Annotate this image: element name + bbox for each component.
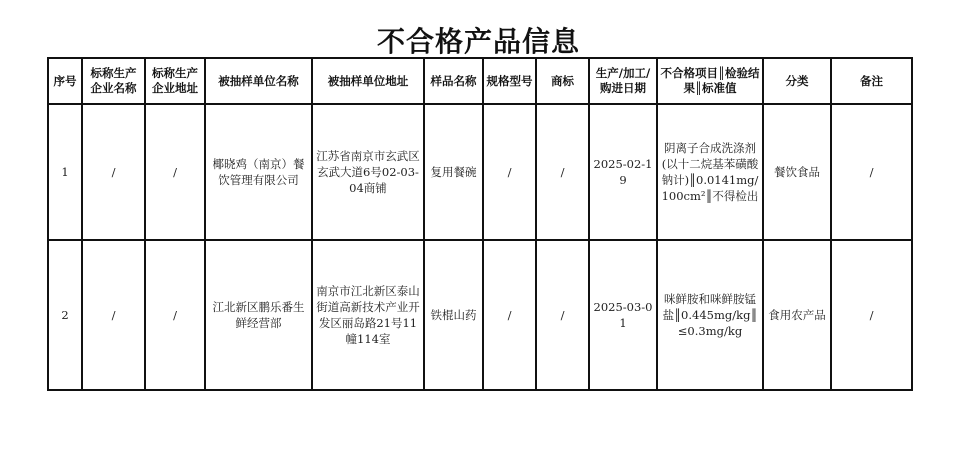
header-specification: 规格型号 [483,58,536,104]
cell-manufacturer-address: / [145,104,205,240]
cell-remarks: / [831,240,912,390]
cell-category: 餐饮食品 [763,104,831,240]
cell-serial-number: 2 [48,240,82,390]
header-manufacturer-address: 标称生产企业地址 [145,58,205,104]
table-row [48,104,912,240]
cell-manufacturer-name: / [82,240,145,390]
page-title: 不合格产品信息 [376,25,580,58]
cell-serial-number: 1 [48,104,82,240]
cell-unqualified-item: 阴离子合成洗涤剂(以十二烷基苯磺酸钠计)║0.0141mg/100cm²║不得检出 [657,104,763,240]
unqualified-products-table [47,57,913,391]
cell-sampled-unit-name: 椰晓鸡（南京）餐饮管理有限公司 [205,104,312,240]
header-sampled-unit-address: 被抽样单位地址 [312,58,424,104]
cell-manufacturer-name: / [82,104,145,240]
cell-category: 食用农产品 [763,240,831,390]
table-header-row [48,58,912,104]
header-unqualified-item: 不合格项目║检验结果║标准值 [657,58,763,104]
cell-specification: / [483,240,536,390]
cell-production-date: 2025-03-01 [589,240,657,390]
cell-sampled-unit-name: 江北新区鹏乐番生鲜经营部 [205,240,312,390]
cell-sample-name: 铁棍山药 [424,240,483,390]
cell-sampled-unit-address: 南京市江北新区泰山街道高新技术产业开发区丽岛路21号11幢114室 [312,240,424,390]
header-remarks: 备注 [831,58,912,104]
header-sampled-unit-name: 被抽样单位名称 [205,58,312,104]
cell-production-date: 2025-02-19 [589,104,657,240]
header-manufacturer-name: 标称生产企业名称 [82,58,145,104]
cell-sampled-unit-address: 江苏省南京市玄武区玄武大道6号02-03-04商铺 [312,104,424,240]
header-trademark: 商标 [536,58,589,104]
cell-specification: / [483,104,536,240]
table-row [48,240,912,390]
header-production-date: 生产/加工/购进日期 [589,58,657,104]
cell-remarks: / [831,104,912,240]
header-category: 分类 [763,58,831,104]
cell-unqualified-item: 咪鲜胺和咪鲜胺锰盐║0.445mg/kg║≤0.3mg/kg [657,240,763,390]
cell-manufacturer-address: / [145,240,205,390]
header-sample-name: 样品名称 [424,58,483,104]
cell-sample-name: 复用餐碗 [424,104,483,240]
header-serial-number: 序号 [48,58,82,104]
cell-trademark: / [536,240,589,390]
cell-trademark: / [536,104,589,240]
